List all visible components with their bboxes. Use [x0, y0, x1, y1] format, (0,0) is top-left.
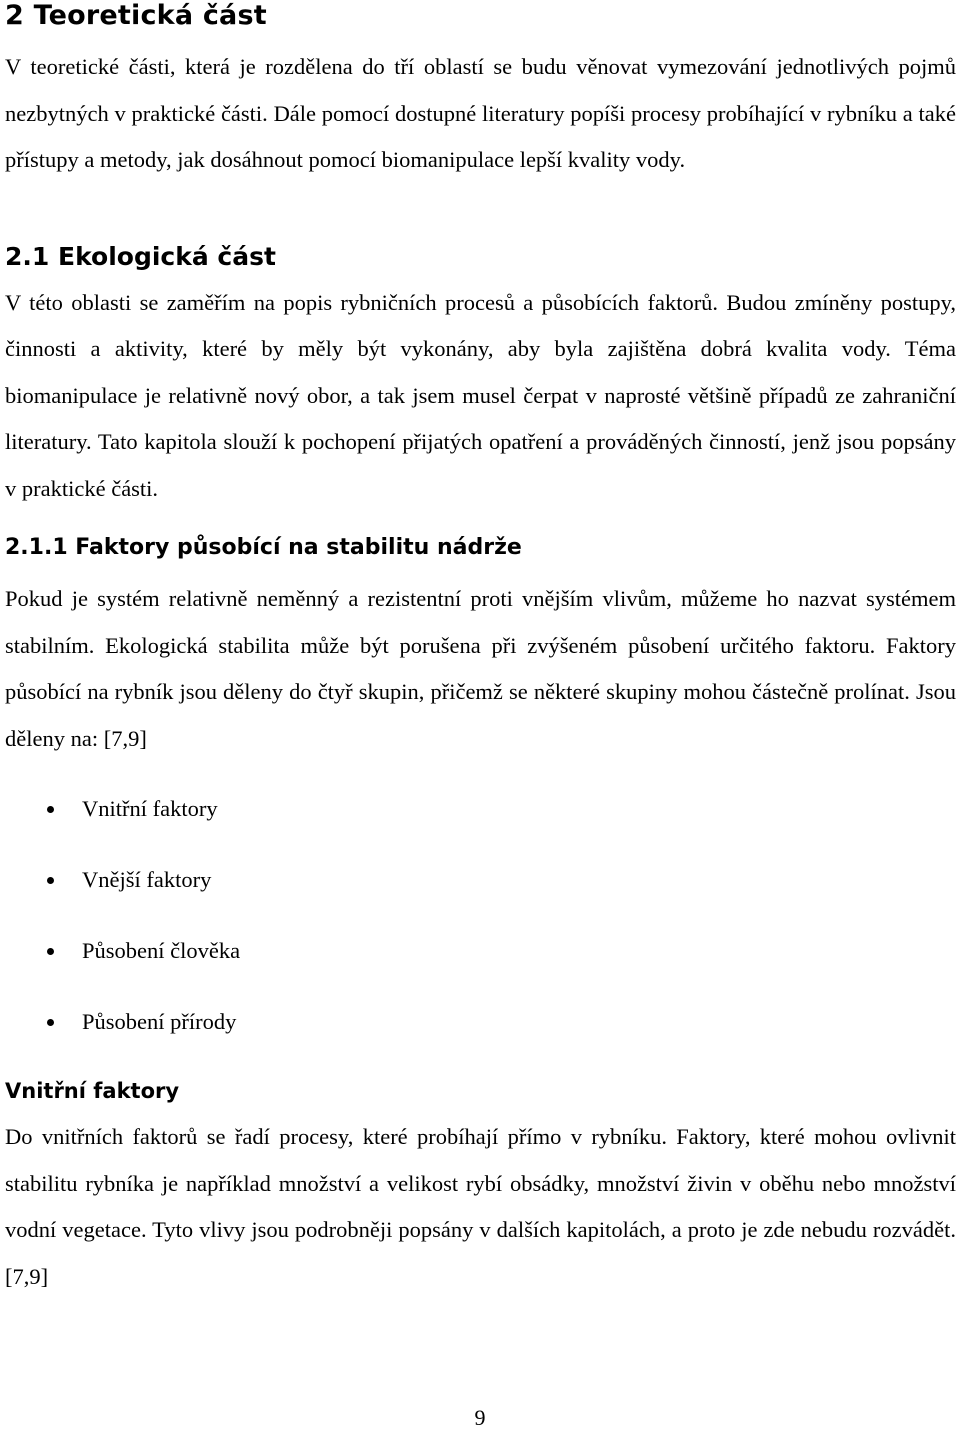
section-paragraph: V této oblasti se zaměřím na popis rybničních procesů a působících faktorů. Budou zmíněny postupy, činnosti a aktivity, které by měly být vykonány, aby byla zajištěna dobrá kvalita vody. Téma biomanipulace je relativně nový obor, a tak jsem musel čerpat v naprosté většině případů ze zahraniční literatury. Tato kapitola slouží k pochopení přijatých opatření a prováděných činností, jenž jsou popsány v praktické části. — [5, 289, 956, 501]
page-number: 9 — [474, 1405, 486, 1430]
factor-list — [5, 794, 956, 1037]
list-item — [5, 794, 956, 824]
list-item — [5, 936, 956, 966]
bullet-icon — [47, 1019, 54, 1026]
bullet-icon — [47, 948, 54, 955]
intro-paragraph: V teoretické části, která je rozdělena do tří oblastí se budu věnovat vymezování jednotlivých pojmů nezbytných v praktické části. Dále pomocí dostupné literatury popíši procesy probíhající v rybníku a také přístupy a metody, jak dosáhnout pomocí biomanipulace lepší kvality vody. — [5, 54, 956, 172]
list-item-label: Působení přírody — [82, 1009, 237, 1034]
list-item-label: Vnější faktory — [82, 867, 212, 892]
section-heading: 2.1 Ekologická část — [5, 241, 276, 271]
list-item-label: Vnitřní faktory — [82, 796, 218, 821]
bullet-icon — [47, 806, 54, 813]
list-item — [5, 865, 956, 895]
chapter-heading: 2 Teoretická část — [5, 0, 267, 31]
subsection-paragraph: Pokud je systém relativně neměnný a rezistentní proti vnějším vlivům, můžeme ho nazvat systémem stabilním. Ekologická stabilita může být porušena při zvýšeném působení určitého faktoru. Faktory působící na rybník jsou děleny do čtyř skupin, přičemž se některé skupiny mohou částečně prolínat. Jsou děleny na: [7,9] — [5, 586, 956, 751]
list-item-label: Působení člověka — [82, 938, 241, 963]
list-item — [5, 1007, 956, 1037]
bullet-icon — [47, 877, 54, 884]
subsection-heading: 2.1.1 Faktory působící na stabilitu nádrže — [5, 535, 522, 560]
inner-factors-paragraph: Do vnitřních faktorů se řadí procesy, které probíhají přímo v rybníku. Faktory, které mohou ovlivnit stabilitu rybníka je například množství a velikost rybí obsádky, množství živin v oběhu nebo množství vodní vegetace. Tyto vlivy jsou podrobněji popsány v dalších kapitolách, a proto je zde nebudu rozvádět. [7,9] — [5, 1124, 956, 1289]
inner-factors-heading: Vnitřní faktory — [5, 1079, 180, 1103]
